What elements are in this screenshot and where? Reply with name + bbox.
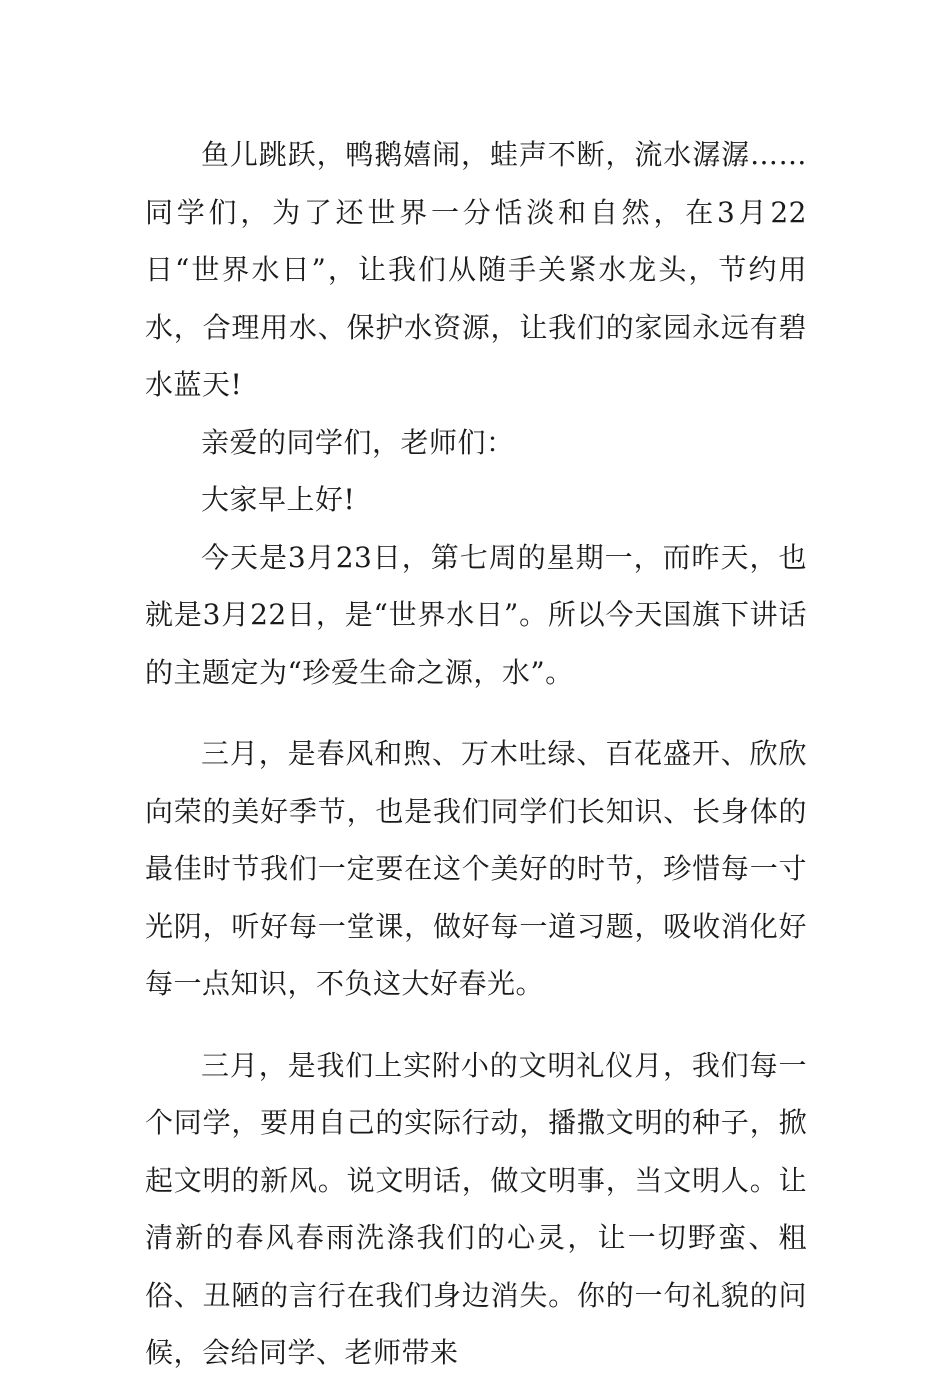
paragraph-speech-topic: 今天是3月23日，第七周的星期一，而昨天，也就是3月22日，是“世界水日”。所以今天国旗下讲话的主题定为“珍爱生命之源，水”。 <box>145 540 807 689</box>
paragraph-civility-month: 三月，是我们上实附小的文明礼仪月，我们每一个同学，要用自己的实际行动，播撒文明的种子，掀起文明的新风。说文明话，做文明事，当文明人。让清新的春风春雨洗涤我们的心灵，让一切野蛮、粗俗、丑陋的言行在我们身边消失。你的一句礼貌的问候，会给同学、老师带来 <box>145 1048 807 1369</box>
paragraph-spring-season: 三月，是春风和煦、万木吐绿、百花盛开、欣欣向荣的美好季节，也是我们同学们长知识、长身体的最佳时节我们一定要在这个美好的时节，珍惜每一寸光阴，听好每一堂课，做好每一道习题，吸收消化好每一点知识，不负这大好春光。 <box>145 737 807 1000</box>
document-body <box>145 126 807 1382</box>
paragraph-world-water-day-intro: 鱼儿跳跃，鸭鹅嬉闹，蛙声不断，流水潺潺……同学们，为了还世界一分恬淡和自然，在3月22日“世界水日”，让我们从随手关紧水龙头，节约用水，合理用水、保护水资源，让我们的家园永远有碧水蓝天! <box>145 138 807 401</box>
paragraph-greeting-audience: 亲爱的同学们，老师们： <box>201 425 515 459</box>
paragraph-good-morning: 大家早上好! <box>201 483 356 516</box>
